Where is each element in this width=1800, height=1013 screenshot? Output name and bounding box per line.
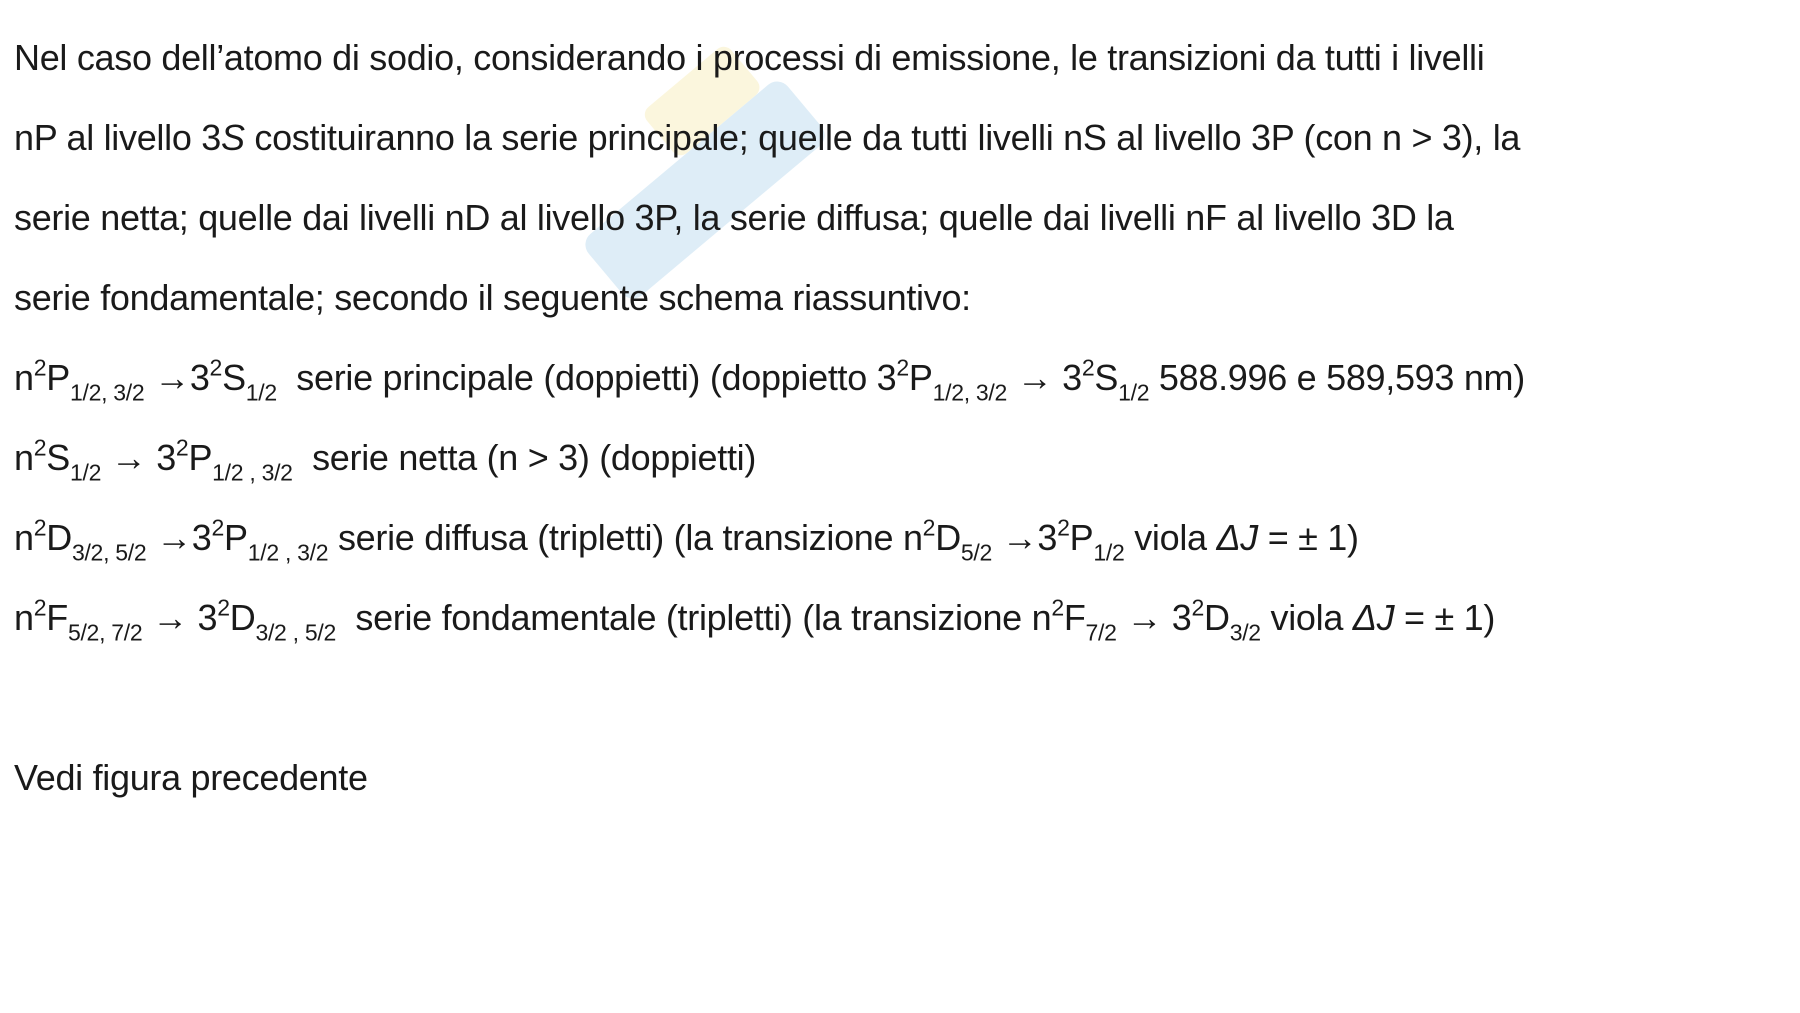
series-label: = ± 1) <box>1258 517 1359 558</box>
formula-sup: 2 <box>211 514 225 541</box>
formula-sup: 2 <box>209 354 223 381</box>
series-label: viola <box>1124 517 1217 558</box>
arrow-symbol: → 3 <box>1007 357 1082 398</box>
formula-sub: 1/2 <box>1093 539 1125 566</box>
wavelength-text: 588.996 e 589,593 nm) <box>1149 357 1525 398</box>
intro-text: serie netta; quelle dai livelli nD al livello 3P, la serie diffusa; quelle dai livelli nF al livello 3D la <box>14 197 1454 238</box>
formula-sup: 2 <box>896 354 909 381</box>
formula-sub: 1/2 <box>1118 379 1150 406</box>
formula-text: n <box>14 437 34 478</box>
fundamental-series-line <box>14 578 1794 658</box>
formula-sup: 2 <box>922 514 936 541</box>
delta-j-symbol: ΔJ <box>1352 597 1395 638</box>
slide-body <box>14 18 1794 818</box>
formula-text: F <box>46 597 68 638</box>
formula-sub: 1/2 , 3/2 <box>212 459 293 486</box>
formula-text: P <box>1069 517 1094 558</box>
arrow-symbol: → 3 <box>101 437 176 478</box>
formula-text: D <box>46 517 72 558</box>
series-label: viola <box>1260 597 1353 638</box>
intro-line-2 <box>14 98 1794 178</box>
formula-sup: 2 <box>1057 514 1070 541</box>
formula-text: P <box>908 357 933 398</box>
sharp-series-line <box>14 418 1794 498</box>
formula-text: F <box>1063 597 1086 638</box>
arrow-symbol: → 3 <box>1116 597 1192 638</box>
formula-text: S <box>1094 357 1119 398</box>
intro-line-1 <box>14 18 1794 98</box>
series-label: serie netta (n > 3) (doppietti) <box>292 437 757 478</box>
intro-line-4 <box>14 258 1794 338</box>
formula-text: n <box>14 517 34 558</box>
formula-sup: 2 <box>1081 354 1095 381</box>
arrow-symbol: →3 <box>146 517 212 558</box>
intro-text-italic: S <box>220 117 245 158</box>
formula-sub: 3/2, 5/2 <box>71 539 147 566</box>
formula-sup: 2 <box>33 434 47 461</box>
formula-sub: 1/2, 3/2 <box>932 379 1008 406</box>
formula-text: S <box>222 357 246 398</box>
series-label: serie fondamentale (tripletti) (la transizione n <box>335 597 1052 638</box>
formula-sup: 2 <box>33 354 47 381</box>
formula-text: P <box>188 437 213 478</box>
formula-text: S <box>46 437 70 478</box>
formula-sub: 1/2, 3/2 <box>69 379 145 406</box>
formula-sup: 2 <box>217 594 230 621</box>
series-label: serie principale (doppietti) (doppietto 3 <box>276 357 897 398</box>
formula-sub: 1/2 <box>245 379 277 406</box>
intro-text: serie fondamentale; secondo il seguente schema riassuntivo: <box>14 277 971 318</box>
principal-series-line <box>14 338 1794 418</box>
delta-j-symbol: ΔJ <box>1216 517 1259 558</box>
intro-text: nP al livello 3 <box>14 117 221 158</box>
arrow-symbol: → 3 <box>142 597 218 638</box>
formula-sub: 1/2 , 3/2 <box>247 539 329 566</box>
intro-text: costituiranno la serie principale; quelle da tutti livelli nS al livello 3P (con n > 3), la <box>244 117 1521 158</box>
formula-sup: 2 <box>1191 594 1204 621</box>
formula-sub: 5/2, 7/2 <box>67 619 143 646</box>
footer-text: Vedi figura precedente <box>14 757 368 798</box>
intro-line-3 <box>14 178 1794 258</box>
formula-text: P <box>46 357 70 398</box>
series-label: serie diffusa (tripletti) (la transizione n <box>328 517 923 558</box>
formula-text: D <box>229 597 256 638</box>
formula-text: D <box>935 517 961 558</box>
formula-text: n <box>14 357 34 398</box>
formula-text: P <box>224 517 248 558</box>
formula-sup: 2 <box>175 434 189 461</box>
formula-text: 3 <box>189 357 210 398</box>
arrow-symbol: →3 <box>992 517 1058 558</box>
formula-sub: 1/2 <box>69 459 102 486</box>
formula-sub: 5/2 <box>960 539 993 566</box>
formula-sub: 7/2 <box>1085 619 1117 646</box>
arrow-symbol: → <box>144 357 190 398</box>
spacer <box>14 658 1794 738</box>
formula-sub: 3/2 , 5/2 <box>255 619 336 646</box>
diffuse-series-line <box>14 498 1794 578</box>
formula-text: n <box>14 597 34 638</box>
footer-note <box>14 738 1794 818</box>
formula-sub: 3/2 <box>1229 619 1261 646</box>
formula-sup: 2 <box>1051 594 1064 621</box>
formula-text: D <box>1204 597 1230 638</box>
intro-text: Nel caso dell’atomo di sodio, considerando i processi di emissione, le transizioni da tutti i livelli <box>14 37 1485 78</box>
formula-sup: 2 <box>33 594 47 621</box>
formula-sup: 2 <box>33 514 47 541</box>
series-label: = ± 1) <box>1394 597 1496 638</box>
